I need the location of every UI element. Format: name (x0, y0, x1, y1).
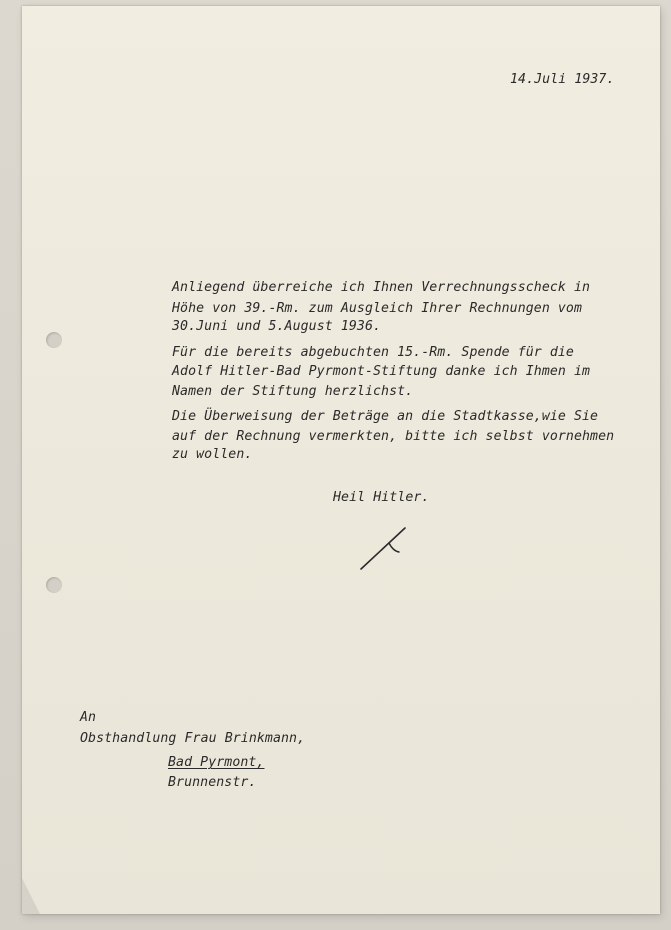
letter-date: 14.Juli 1937. (510, 72, 615, 87)
body-line: Höhe von 39.-Rm. zum Ausgleich Ihrer Rechnungen vom (172, 301, 583, 316)
body-line: Namen der Stiftung herzlichst. (172, 384, 414, 399)
punch-hole-icon (46, 577, 62, 593)
closing-salutation: Heil Hitler. (333, 490, 430, 505)
body-line: auf der Rechnung vermerkten, bitte ich selbst vornehmen (172, 429, 615, 444)
body-line: 30.Juni und 5.August 1936. (172, 319, 382, 334)
body-line: Adolf Hitler-Bad Pyrmont-Stiftung danke ich Ihmen im (172, 364, 591, 379)
body-line: Für die bereits abgebuchten 15.-Rm. Spende für die (172, 345, 574, 360)
body-line: Anliegend überreiche ich Ihnen Verrechnungsscheck in (172, 280, 591, 295)
recipient-name: Obsthandlung Frau Brinkmann, (80, 731, 306, 746)
recipient-city: Bad Pyrmont, (168, 755, 265, 770)
body-line: Die Überweisung der Beträge an die Stadtkasse,wie Sie (172, 409, 599, 424)
folded-corner (22, 878, 40, 914)
letter-sheet (22, 6, 660, 914)
punch-hole-icon (46, 332, 62, 348)
body-line: zu wollen. (172, 447, 253, 462)
recipient-street: Brunnenstr. (168, 775, 257, 790)
recipient-prefix: An (80, 710, 97, 725)
signature-mark-icon (355, 525, 415, 575)
